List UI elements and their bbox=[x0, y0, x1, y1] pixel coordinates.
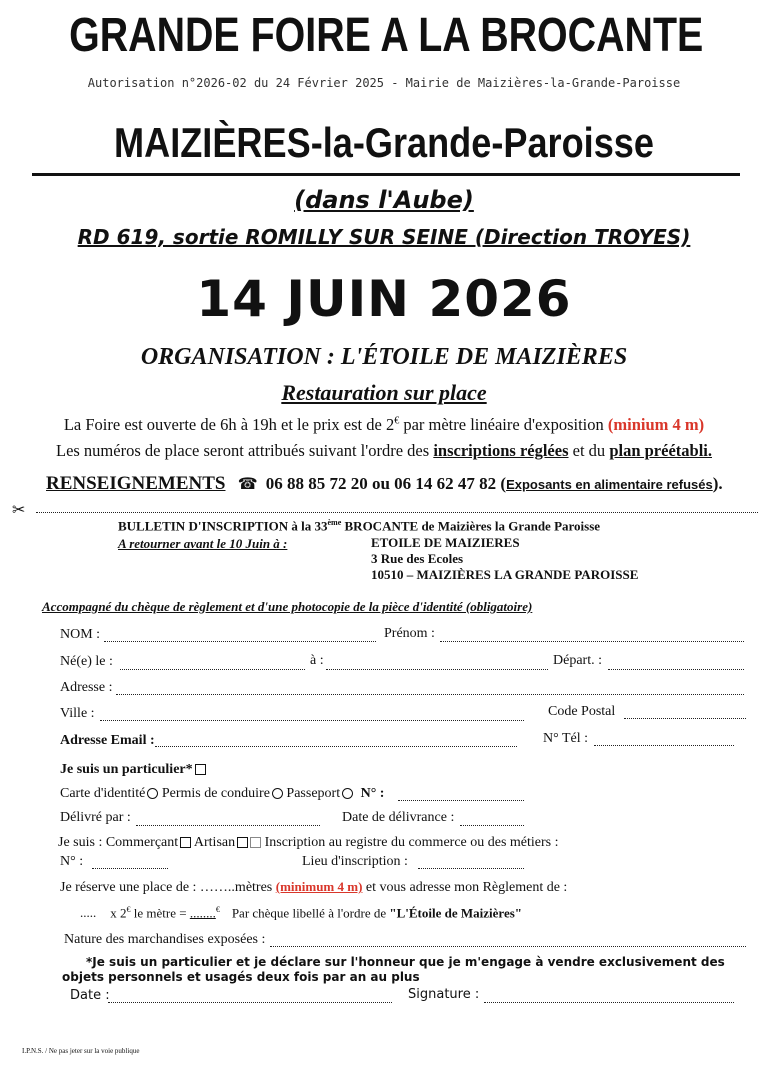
phone-numbers: 06 88 85 72 20 ou 06 14 62 47 82 ( bbox=[265, 474, 507, 493]
reservation-end: et vous adresse mon Règlement de : bbox=[362, 880, 568, 895]
calc-euro: € bbox=[126, 905, 131, 914]
main-title: GRANDE FOIRE A LA BROCANTE bbox=[69, 9, 704, 62]
calc-total[interactable]: ........ bbox=[189, 905, 216, 921]
registry-label: Inscription au registre du commerce ou des métiers : bbox=[264, 835, 559, 850]
artisan-checkbox[interactable] bbox=[237, 837, 248, 848]
phone-icon: ☎ bbox=[237, 474, 258, 493]
commercant-checkbox[interactable] bbox=[180, 837, 191, 848]
cut-line bbox=[36, 512, 758, 513]
address-label: Adresse : bbox=[60, 680, 113, 695]
reservation-row bbox=[60, 879, 567, 896]
address-line-3: 10510 – MAIZIÈRES LA GRANDE PAROISSE bbox=[371, 567, 639, 582]
particulier-label: Je suis un particulier* bbox=[60, 762, 193, 777]
calculation-row bbox=[80, 905, 522, 921]
cheque-text: Par chèque libellé à l'ordre de bbox=[231, 905, 390, 921]
email-label: Adresse Email : bbox=[60, 733, 155, 748]
registry-checkbox[interactable] bbox=[250, 837, 261, 848]
carte-label: Carte d'identité bbox=[60, 786, 146, 801]
permis-label: Permis de conduire bbox=[161, 786, 270, 801]
bulletin-label-end: BROCANTE de Maizières la Grande Paroisse bbox=[341, 518, 601, 534]
city-label: Ville : bbox=[60, 706, 95, 721]
postal-code-field[interactable] bbox=[624, 718, 746, 719]
restauration-line: Restauration sur place bbox=[281, 380, 487, 405]
directions-line: RD 619, sortie ROMILLY SUR SEINE (Direction TROYES) bbox=[77, 225, 691, 249]
notice-end: ). bbox=[712, 474, 723, 493]
goods-label: Nature des marchandises exposées : bbox=[64, 932, 266, 947]
signature-field[interactable] bbox=[484, 1002, 734, 1003]
info-and-text: et du bbox=[568, 441, 610, 460]
permis-radio[interactable] bbox=[272, 788, 283, 799]
depart-field[interactable] bbox=[608, 669, 744, 670]
passeport-label: Passeport bbox=[286, 786, 341, 801]
return-before: A retourner avant le 10 Juin à : bbox=[118, 536, 288, 551]
profession-row bbox=[58, 835, 559, 851]
info-line-1 bbox=[0, 415, 768, 435]
birthplace-label: à : bbox=[310, 653, 324, 668]
registry-place-label: Lieu d'inscription : bbox=[302, 854, 408, 869]
calc-euro-2: € bbox=[215, 905, 220, 914]
phone-label: N° Tél : bbox=[543, 731, 589, 746]
passeport-radio[interactable] bbox=[342, 788, 353, 799]
issue-date-field[interactable] bbox=[460, 825, 524, 826]
calc-metre: le mètre = bbox=[130, 905, 190, 921]
honor-declaration: *Je suis un particulier et je déclare sur l'honneur que je m'engage à vendre exclusivement des objets personnels et usagés deux fois par an au plus bbox=[62, 955, 725, 984]
address-line-2: 3 Rue des Ecoles bbox=[371, 551, 464, 566]
depart-label: Départ. : bbox=[553, 653, 602, 668]
registry-number-field[interactable] bbox=[92, 868, 168, 869]
date-field[interactable] bbox=[108, 1002, 392, 1003]
registry-number-label: N° : bbox=[60, 854, 84, 869]
nom-label: NOM : bbox=[60, 627, 101, 642]
ipns-footer: I.P.N.S. / Ne pas jeter sur la voie publique bbox=[22, 1047, 140, 1055]
postal-code-label: Code Postal bbox=[548, 704, 616, 719]
birthdate-label: Né(e) le : bbox=[60, 654, 113, 669]
issued-by-field[interactable] bbox=[136, 825, 320, 826]
date-label: Date : bbox=[70, 988, 110, 1003]
particulier-checkbox[interactable] bbox=[195, 764, 206, 775]
reservation-text: Je réserve une place de : ……..mètres bbox=[60, 880, 276, 895]
signature-label: Signature : bbox=[408, 987, 480, 1002]
registry-place-field[interactable] bbox=[418, 868, 524, 869]
issue-date-label: Date de délivrance : bbox=[342, 810, 455, 825]
scissors-icon: ✂ bbox=[12, 500, 26, 519]
town-title: MAIZIÈRES-la-Grande-Paroisse bbox=[114, 119, 654, 166]
cheque-payee: "L'Étoile de Maizières" bbox=[389, 905, 522, 921]
artisan-label: Artisan bbox=[193, 835, 236, 850]
reservation-minimum: (minimum 4 m) bbox=[275, 879, 363, 894]
nom-field[interactable] bbox=[104, 641, 376, 642]
bulletin-label: BULLETIN D'INSCRIPTION à la 33 bbox=[118, 518, 328, 534]
region-subtitle: (dans l'Aube) bbox=[294, 186, 474, 214]
contact-line bbox=[46, 473, 723, 495]
city-field[interactable] bbox=[100, 720, 524, 721]
bulletin-title bbox=[118, 518, 600, 534]
goods-field[interactable] bbox=[270, 946, 746, 947]
bulletin-sup: ème bbox=[327, 518, 342, 527]
id-docs-row bbox=[60, 786, 384, 802]
address-line-1: ETOILE DE MAIZIERES bbox=[371, 535, 520, 550]
plan-preetabli: plan préétabli. bbox=[609, 441, 712, 460]
info-price-text: par mètre linéaire d'exposition bbox=[399, 415, 608, 434]
authorization-line: Autorisation n°2026-02 du 24 Février 2025 - Mairie de Maizières-la-Grande-Paroisse bbox=[87, 76, 681, 90]
prenom-field[interactable] bbox=[440, 641, 744, 642]
calc-meters[interactable]: ..... bbox=[80, 905, 97, 921]
inscriptions-reglees: inscriptions réglées bbox=[433, 441, 569, 460]
food-exhibitors-notice: Exposants en alimentaire refusés bbox=[506, 477, 713, 492]
birthdate-field[interactable] bbox=[120, 669, 305, 670]
town-underline bbox=[32, 173, 740, 176]
renseignements-label: RENSEIGNEMENTS bbox=[46, 473, 226, 494]
info-places-text: Les numéros de place seront attribués suivant l'ordre des bbox=[55, 441, 434, 460]
birthplace-field[interactable] bbox=[326, 669, 548, 670]
commercant-label: Je suis : Commerçant bbox=[58, 835, 179, 850]
email-field[interactable] bbox=[155, 746, 517, 747]
id-number-field[interactable] bbox=[398, 800, 524, 801]
accompany-note: Accompagné du chèque de règlement et d'une photocopie de la pièce d'identité (obligatoire) bbox=[42, 599, 533, 614]
phone-field[interactable] bbox=[594, 745, 734, 746]
info-opening-text: La Foire est ouverte de 6h à 19h et le prix est de 2 bbox=[63, 415, 395, 434]
id-number-label: N° : bbox=[360, 786, 385, 801]
event-date: 14 JUIN 2026 bbox=[196, 270, 572, 328]
issued-by-label: Délivré par : bbox=[60, 810, 131, 825]
particulier-row bbox=[60, 762, 206, 778]
minimum-note: (minium 4 m) bbox=[607, 415, 705, 434]
organisation-line: ORGANISATION : L'ÉTOILE DE MAIZIÈRES bbox=[140, 344, 628, 370]
address-field[interactable] bbox=[116, 694, 744, 695]
calc-x: x 2 bbox=[110, 905, 127, 921]
carte-radio[interactable] bbox=[147, 788, 158, 799]
prenom-label: Prénom : bbox=[384, 626, 435, 641]
info-line-2 bbox=[0, 441, 768, 461]
euro-sup: € bbox=[394, 415, 400, 427]
